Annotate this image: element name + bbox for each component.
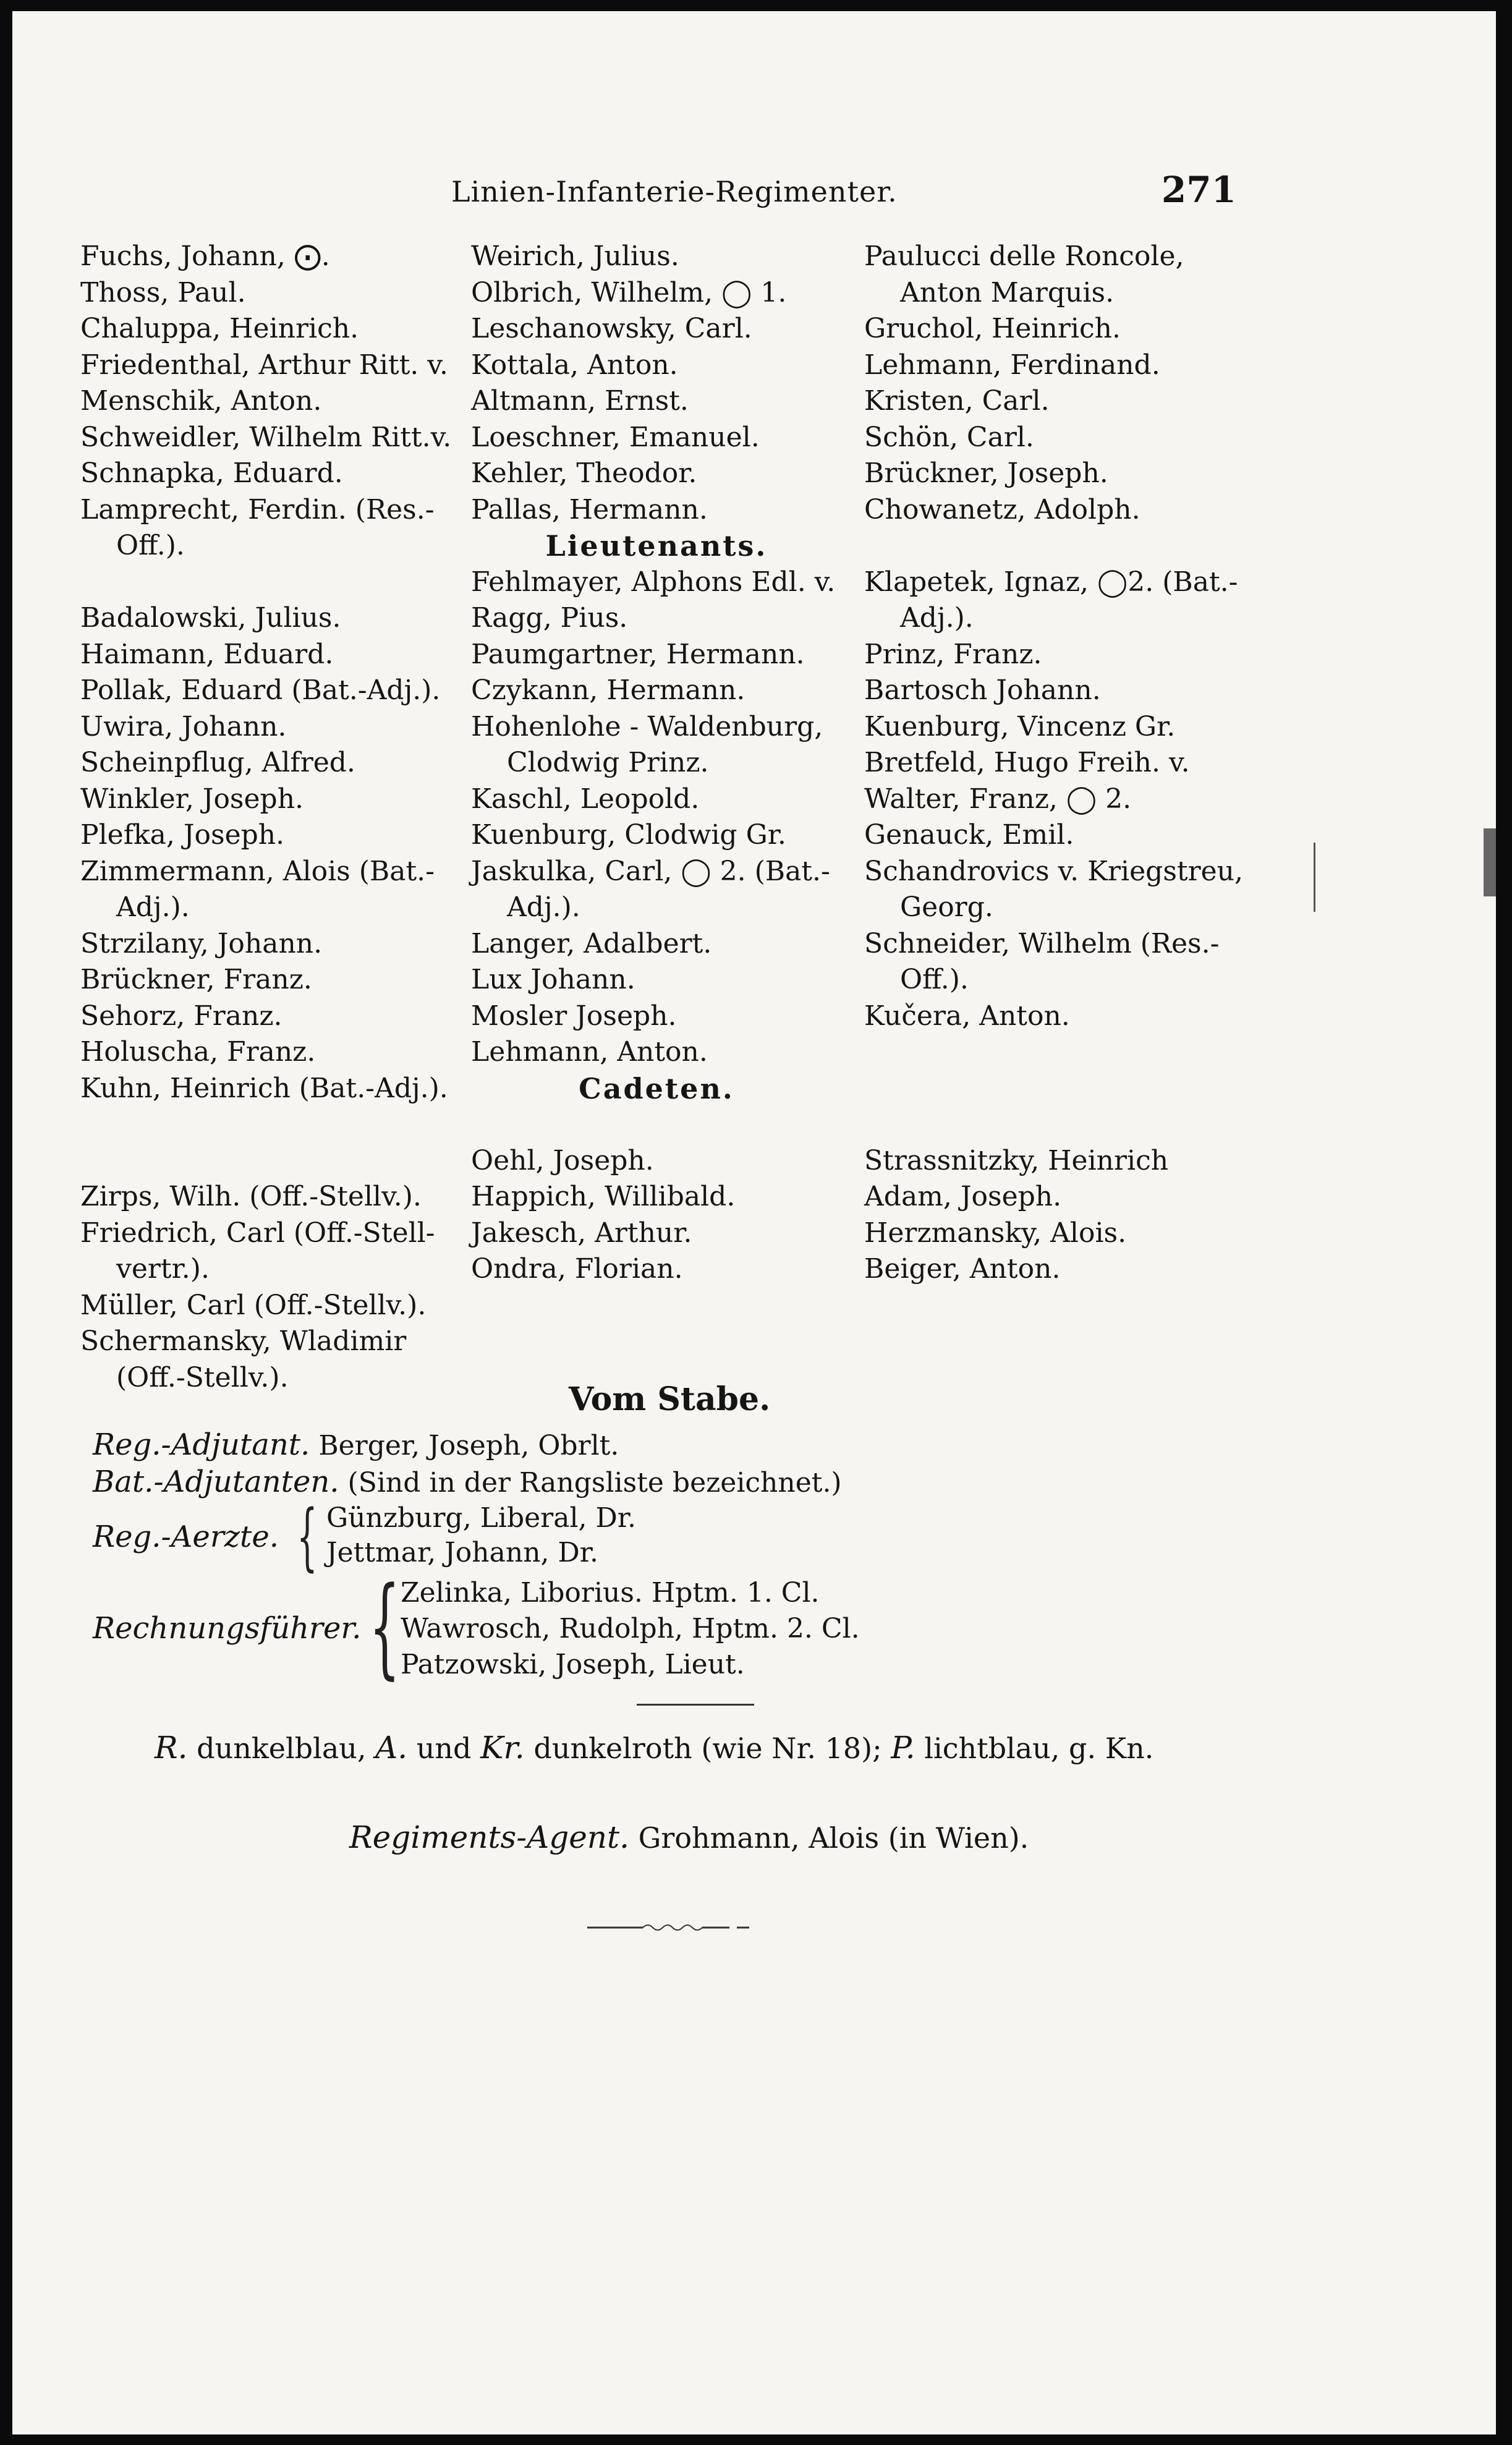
list-item: Günzburg, Liberal, Dr. — [326, 1502, 636, 1534]
list-item: Winkler, Joseph. — [80, 783, 304, 815]
p-label: P. — [891, 1730, 915, 1766]
list-item-continuation: vertr.). — [116, 1253, 210, 1285]
list-item: Kuhn, Heinrich (Bat.-Adj.). — [80, 1072, 448, 1104]
list-item-continuation: (Off.-Stellv.). — [116, 1361, 289, 1393]
und-text: und — [416, 1732, 472, 1765]
list-item: Lux Johann. — [471, 964, 635, 995]
list-item: Kuenburg, Clodwig Gr. — [471, 819, 786, 851]
reg-aerzte-label: Reg.-Aerzte. — [93, 1520, 279, 1554]
list-item: Friedenthal, Arthur Ritt. v. — [80, 349, 448, 381]
a-label: A. — [375, 1730, 408, 1766]
list-item: Sehorz, Franz. — [80, 1000, 282, 1032]
reg-adjutant-value: Berger, Joseph, Obrlt. — [318, 1430, 619, 1461]
list-item: Jaskulka, Carl, ◯ 2. (Bat.- — [471, 855, 830, 887]
list-item: Langer, Adalbert. — [471, 927, 712, 959]
list-item: Schweidler, Wilhelm Ritt.v. — [80, 421, 452, 453]
list-item: Lamprecht, Ferdin. (Res.- — [80, 493, 435, 525]
list-item: Czykann, Hermann. — [471, 674, 745, 706]
g-value: Kn. — [1105, 1732, 1154, 1765]
list-item-continuation: Georg. — [900, 891, 993, 923]
list-item: Müller, Carl (Off.-Stellv.). — [80, 1289, 427, 1321]
list-item: Beiger, Anton. — [864, 1253, 1061, 1285]
list-item: Chowanetz, Adolph. — [864, 493, 1140, 525]
list-item: Brückner, Franz. — [80, 964, 312, 995]
agent-label: Regiments-Agent. — [349, 1819, 629, 1855]
list-item: Leschanowsky, Carl. — [471, 313, 752, 344]
list-item: Schermansky, Wladimir — [80, 1325, 407, 1357]
running-title: Linien-Infanterie-Regimenter. — [451, 175, 898, 208]
bat-adjutanten-label: Bat.-Adjutanten. — [93, 1465, 339, 1499]
list-item: Haimann, Eduard. — [80, 638, 334, 670]
list-item: Kuenburg, Vincenz Gr. — [864, 710, 1176, 742]
list-item-continuation: Adj.). — [507, 891, 580, 923]
list-item: Schandrovics v. Kriegstreu, — [864, 855, 1243, 887]
list-item: Schnapka, Eduard. — [80, 457, 343, 489]
list-item: Olbrich, Wilhelm, ◯ 1. — [471, 276, 787, 308]
list-item: Holuscha, Franz. — [80, 1036, 316, 1068]
list-item: Klapetek, Ignaz, ◯2. (Bat.- — [864, 566, 1238, 598]
list-item: Herzmansky, Alois. — [864, 1217, 1127, 1249]
reg-aerzte-list — [326, 1501, 636, 1570]
list-item: Scheinpflug, Alfred. — [80, 747, 355, 778]
edge-line — [1314, 843, 1315, 912]
list-item: Loeschner, Emanuel. — [471, 421, 760, 453]
list-item: Zirps, Wilh. (Off.-Stellv.). — [80, 1181, 422, 1212]
page-edge-mark — [1484, 828, 1496, 896]
uniform-colors-line — [155, 1730, 1153, 1766]
r-value: dunkelblau, — [197, 1732, 367, 1765]
list-item: Brückner, Joseph. — [864, 457, 1108, 489]
list-item: Altmann, Ernst. — [471, 385, 689, 417]
list-item: Zelinka, Liborius. Hptm. 1. Cl. — [401, 1577, 820, 1609]
list-item: Weirich, Julius. — [471, 240, 679, 272]
list-item-continuation: Anton Marquis. — [900, 276, 1115, 308]
list-item: Prinz, Franz. — [864, 638, 1042, 670]
list-item: Menschik, Anton. — [80, 385, 322, 417]
rechnungsfuehrer-label: Rechnungsführer. — [93, 1611, 362, 1646]
list-item: Jettmar, Johann, Dr. — [326, 1537, 598, 1568]
list-item-continuation: Adj.). — [900, 602, 974, 634]
section-heading-cadeten: Cadeten. — [579, 1071, 734, 1105]
regiments-agent-line — [349, 1819, 1029, 1855]
list-item: Plefka, Joseph. — [80, 819, 285, 851]
list-item: Kaschl, Leopold. — [471, 783, 700, 815]
bat-adjutanten-value: (Sind in der Rangsliste bezeichnet.) — [347, 1467, 842, 1499]
list-item: Lehmann, Anton. — [471, 1036, 708, 1068]
list-item: Fehlmayer, Alphons Edl. v. — [471, 566, 836, 598]
list-item: Badalowski, Julius. — [80, 602, 341, 634]
p-value: lichtblau, — [924, 1732, 1060, 1765]
page-header — [12, 169, 1496, 218]
document-page — [12, 11, 1496, 2434]
list-item: Kučera, Anton. — [864, 1000, 1070, 1032]
list-item: Walter, Franz, ◯ 2. — [864, 783, 1132, 815]
column-2 — [471, 239, 842, 1288]
list-item: Paulucci delle Roncole, — [864, 240, 1184, 272]
list-item: Chaluppa, Heinrich. — [80, 313, 359, 344]
list-item-continuation: Off.). — [900, 964, 969, 995]
kr-label: Kr. — [480, 1730, 525, 1766]
list-item: Pollak, Eduard (Bat.-Adj.). — [80, 674, 441, 706]
list-item: Genauck, Emil. — [864, 819, 1074, 851]
reg-adjutant-row — [93, 1427, 842, 1464]
list-item: Thoss, Paul. — [80, 276, 246, 308]
list-item: Adam, Joseph. — [864, 1181, 1062, 1212]
list-item: Schön, Carl. — [864, 421, 1034, 453]
list-item-continuation: Adj.). — [116, 891, 190, 923]
list-item: Happich, Willibald. — [471, 1181, 736, 1212]
ornament-rule-icon — [587, 1921, 754, 1934]
section-heading-lieutenants: Lieutenants. — [545, 529, 768, 563]
list-item: Bartosch Johann. — [864, 674, 1101, 706]
list-item: Gruchol, Heinrich. — [864, 313, 1121, 344]
kr-value: dunkelroth (wie Nr. 18); — [533, 1732, 882, 1765]
list-item: Pallas, Hermann. — [471, 493, 708, 525]
list-item: Mosler Joseph. — [471, 1000, 677, 1032]
list-item: Kottala, Anton. — [471, 349, 678, 381]
list-item: Lehmann, Ferdinand. — [864, 349, 1160, 381]
list-item: Strzilany, Johann. — [80, 927, 323, 959]
list-item: Kristen, Carl. — [864, 385, 1050, 417]
reg-adjutant-label: Reg.-Adjutant. — [93, 1427, 310, 1462]
bat-adjutanten-row — [93, 1464, 842, 1501]
list-item: Wawrosch, Rudolph, Hptm. 2. Cl. — [401, 1613, 860, 1644]
list-item: Jakesch, Arthur. — [471, 1217, 692, 1249]
list-item: Kehler, Theodor. — [471, 457, 697, 489]
column-3 — [864, 239, 1247, 1288]
list-item: Hohenlohe - Waldenburg, — [471, 710, 823, 742]
list-item: Zimmermann, Alois (Bat.- — [80, 855, 435, 887]
brace-icon: { — [297, 1494, 318, 1579]
list-item-continuation: Clodwig Prinz. — [507, 747, 709, 778]
list-item: Friedrich, Carl (Off.-Stell- — [80, 1217, 435, 1249]
section-heading-vom-stabe: Vom Stabe. — [569, 1380, 771, 1418]
column-1 — [80, 239, 451, 1396]
list-item: Bretfeld, Hugo Freih. v. — [864, 747, 1190, 778]
r-label: R. — [155, 1730, 188, 1766]
staff-section — [93, 1427, 842, 1501]
list-item: Fuchs, Johann, ⨀. — [80, 240, 330, 272]
list-item: Schneider, Wilhelm (Res.- — [864, 927, 1220, 959]
agent-value: Grohmann, Alois (in Wien). — [638, 1821, 1029, 1855]
divider-rule — [637, 1704, 754, 1706]
list-item: Oehl, Joseph. — [471, 1144, 654, 1176]
page-number: 271 — [1161, 169, 1236, 211]
list-item: Strassnitzky, Heinrich — [864, 1144, 1169, 1176]
list-item: Patzowski, Joseph, Lieut. — [401, 1649, 745, 1680]
list-item-continuation: Off.). — [116, 530, 185, 561]
list-item: Ragg, Pius. — [471, 602, 628, 634]
list-item: Ondra, Florian. — [471, 1253, 683, 1285]
list-item: Uwira, Johann. — [80, 710, 287, 742]
rechnungsfuehrer-list — [401, 1575, 860, 1683]
brace-icon: { — [369, 1563, 401, 1690]
list-item: Paumgartner, Hermann. — [471, 638, 805, 670]
g-label: g. — [1069, 1732, 1097, 1765]
